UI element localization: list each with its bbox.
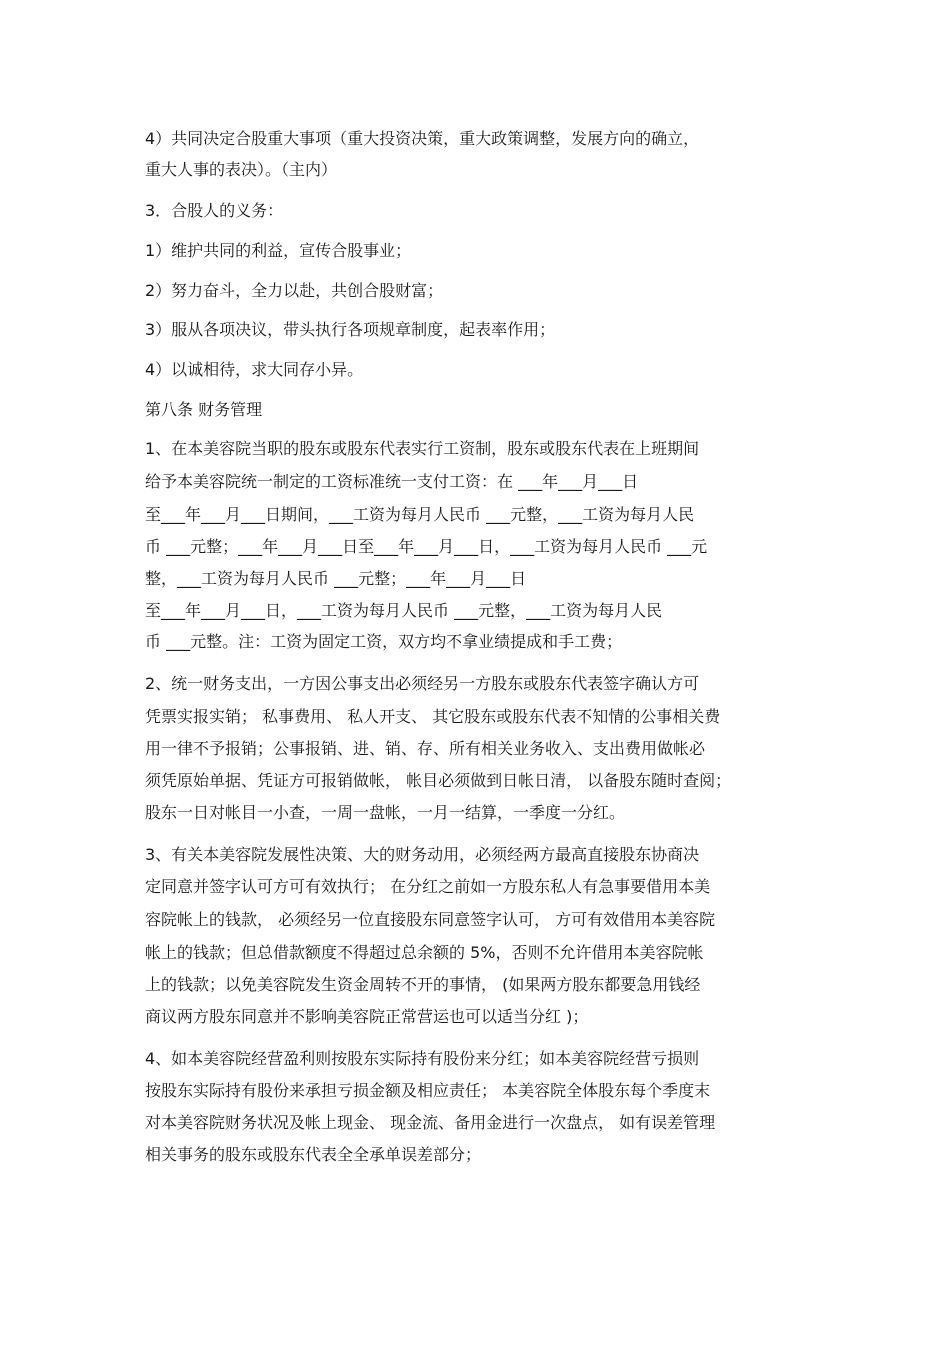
text-line (145, 129, 699, 149)
text-line (145, 632, 622, 652)
text-line (145, 569, 526, 589)
line-text: 给予本美容院统一制定的工资标准统一支付工资：在 ___年___月___日 (145, 472, 639, 491)
line-text: 3．合股人的义务： (145, 201, 284, 220)
line-text: 凭票实报实销； 私事费用、 私人开支、 其它股东或股东代表不知情的公事相关费 (145, 707, 721, 726)
line-text: 第八条 财务管理 (145, 400, 263, 419)
text-line (145, 320, 555, 340)
text-line (145, 803, 625, 823)
line-text: 币 ___元整。注：工资为固定工资，双方均不拿业绩提成和手工费； (145, 632, 623, 651)
line-text: 用一律不予报销；公事报销、进、销、存、所有相关业务收入、支出费用做帐必 (145, 739, 706, 758)
line-text: 4、如本美容院经营盈利则按股东实际持有股份来分红；如本美容院经营亏损则 (145, 1049, 700, 1068)
text-line (145, 845, 699, 865)
text-line (145, 439, 699, 459)
line-text: 按股东实际持有股份来承担亏损金额及相应责任； 本美容院全体股东每个季度末 (145, 1081, 711, 1100)
line-text: 上的钱款；以免美容院发生资金周转不开的事情， (如果两方股东都要急用钱经 (145, 975, 701, 994)
text-line (145, 360, 363, 380)
text-line (145, 943, 703, 963)
text-line (145, 1049, 699, 1069)
line-text: 2、统一财务支出，一方因公事支出必须经另一方股东或股东代表签字确认方可 (145, 674, 700, 693)
text-line (145, 241, 411, 261)
text-line (145, 472, 638, 492)
text-line (145, 201, 283, 221)
text-line (145, 707, 720, 727)
line-text: 至___年___月___日期间，___工资为每月人民币 ___元整，___工资为每月人民 (145, 505, 695, 524)
text-line (145, 1007, 588, 1027)
text-line (145, 601, 662, 621)
line-text: 相关事务的股东或股东代表全全承单误差部分； (145, 1145, 482, 1164)
line-text: 至___年___月___日，___工资为每月人民币 ___元整，___工资为每月人民 (145, 601, 663, 620)
text-line (145, 160, 337, 180)
text-line (145, 505, 694, 525)
text-line (145, 739, 705, 759)
line-text: 定同意并签字认可方可有效执行； 在分红之前如一方股东私人有急事要借用本美 (145, 877, 711, 896)
line-text: 1、在本美容院当职的股东或股东代表实行工资制，股东或股东代表在上班期间 (145, 439, 700, 458)
line-text: 4）以诚相待，求大同存小异。 (145, 360, 364, 379)
section-heading (145, 400, 262, 420)
line-text: 币 ___元整；___年___月___日至___年___月___日，___工资为每月人民币 ___元 (145, 537, 708, 556)
text-line (145, 1113, 715, 1133)
text-line (145, 1145, 481, 1165)
line-text: 商议两方股东同意并不影响美容院正常营运也可以适当分红 )； (145, 1007, 589, 1026)
line-text: 4）共同决定合股重大事项（重大投资决策，重大政策调整，发展方向的确立， (145, 129, 700, 148)
text-line (145, 537, 707, 557)
line-text: 对本美容院财务状况及帐上现金、 现金流、备用金进行一次盘点， 如有误差管理 (145, 1113, 716, 1132)
line-text: 2）努力奋斗，全力以赴，共创合股财富； (145, 281, 444, 300)
text-line (145, 771, 731, 791)
line-text: 股东一日对帐目一小查，一周一盘帐，一月一结算，一季度一分红。 (145, 803, 626, 822)
line-text: 1）维护共同的利益，宣传合股事业； (145, 241, 412, 260)
text-line (145, 674, 699, 694)
text-line (145, 910, 715, 930)
line-text: 重大人事的表决）。（主内） (145, 160, 338, 179)
line-text: 容院帐上的钱款， 必须经另一位直接股东同意签字认可， 方可有效借用本美容院 (145, 910, 716, 929)
text-line (145, 877, 710, 897)
text-line (145, 975, 700, 995)
line-text: 整，___工资为每月人民币 ___元整；___年___月___日 (145, 569, 527, 588)
text-line (145, 1081, 710, 1101)
line-text: 须凭原始单据、凭证方可报销做帐， 帐目必须做到日帐日清， 以备股东随时查阅； (145, 771, 732, 790)
line-text: 3、有关本美容院发展性决策、大的财务动用，必须经两方最高直接股东协商决 (145, 845, 700, 864)
text-line (145, 281, 443, 301)
line-text: 帐上的钱款；但总借款额度不得超过总余额的 5%，否则不允许借用本美容院帐 (145, 943, 704, 962)
line-text: 3）服从各项决议，带头执行各项规章制度，起表率作用； (145, 320, 556, 339)
